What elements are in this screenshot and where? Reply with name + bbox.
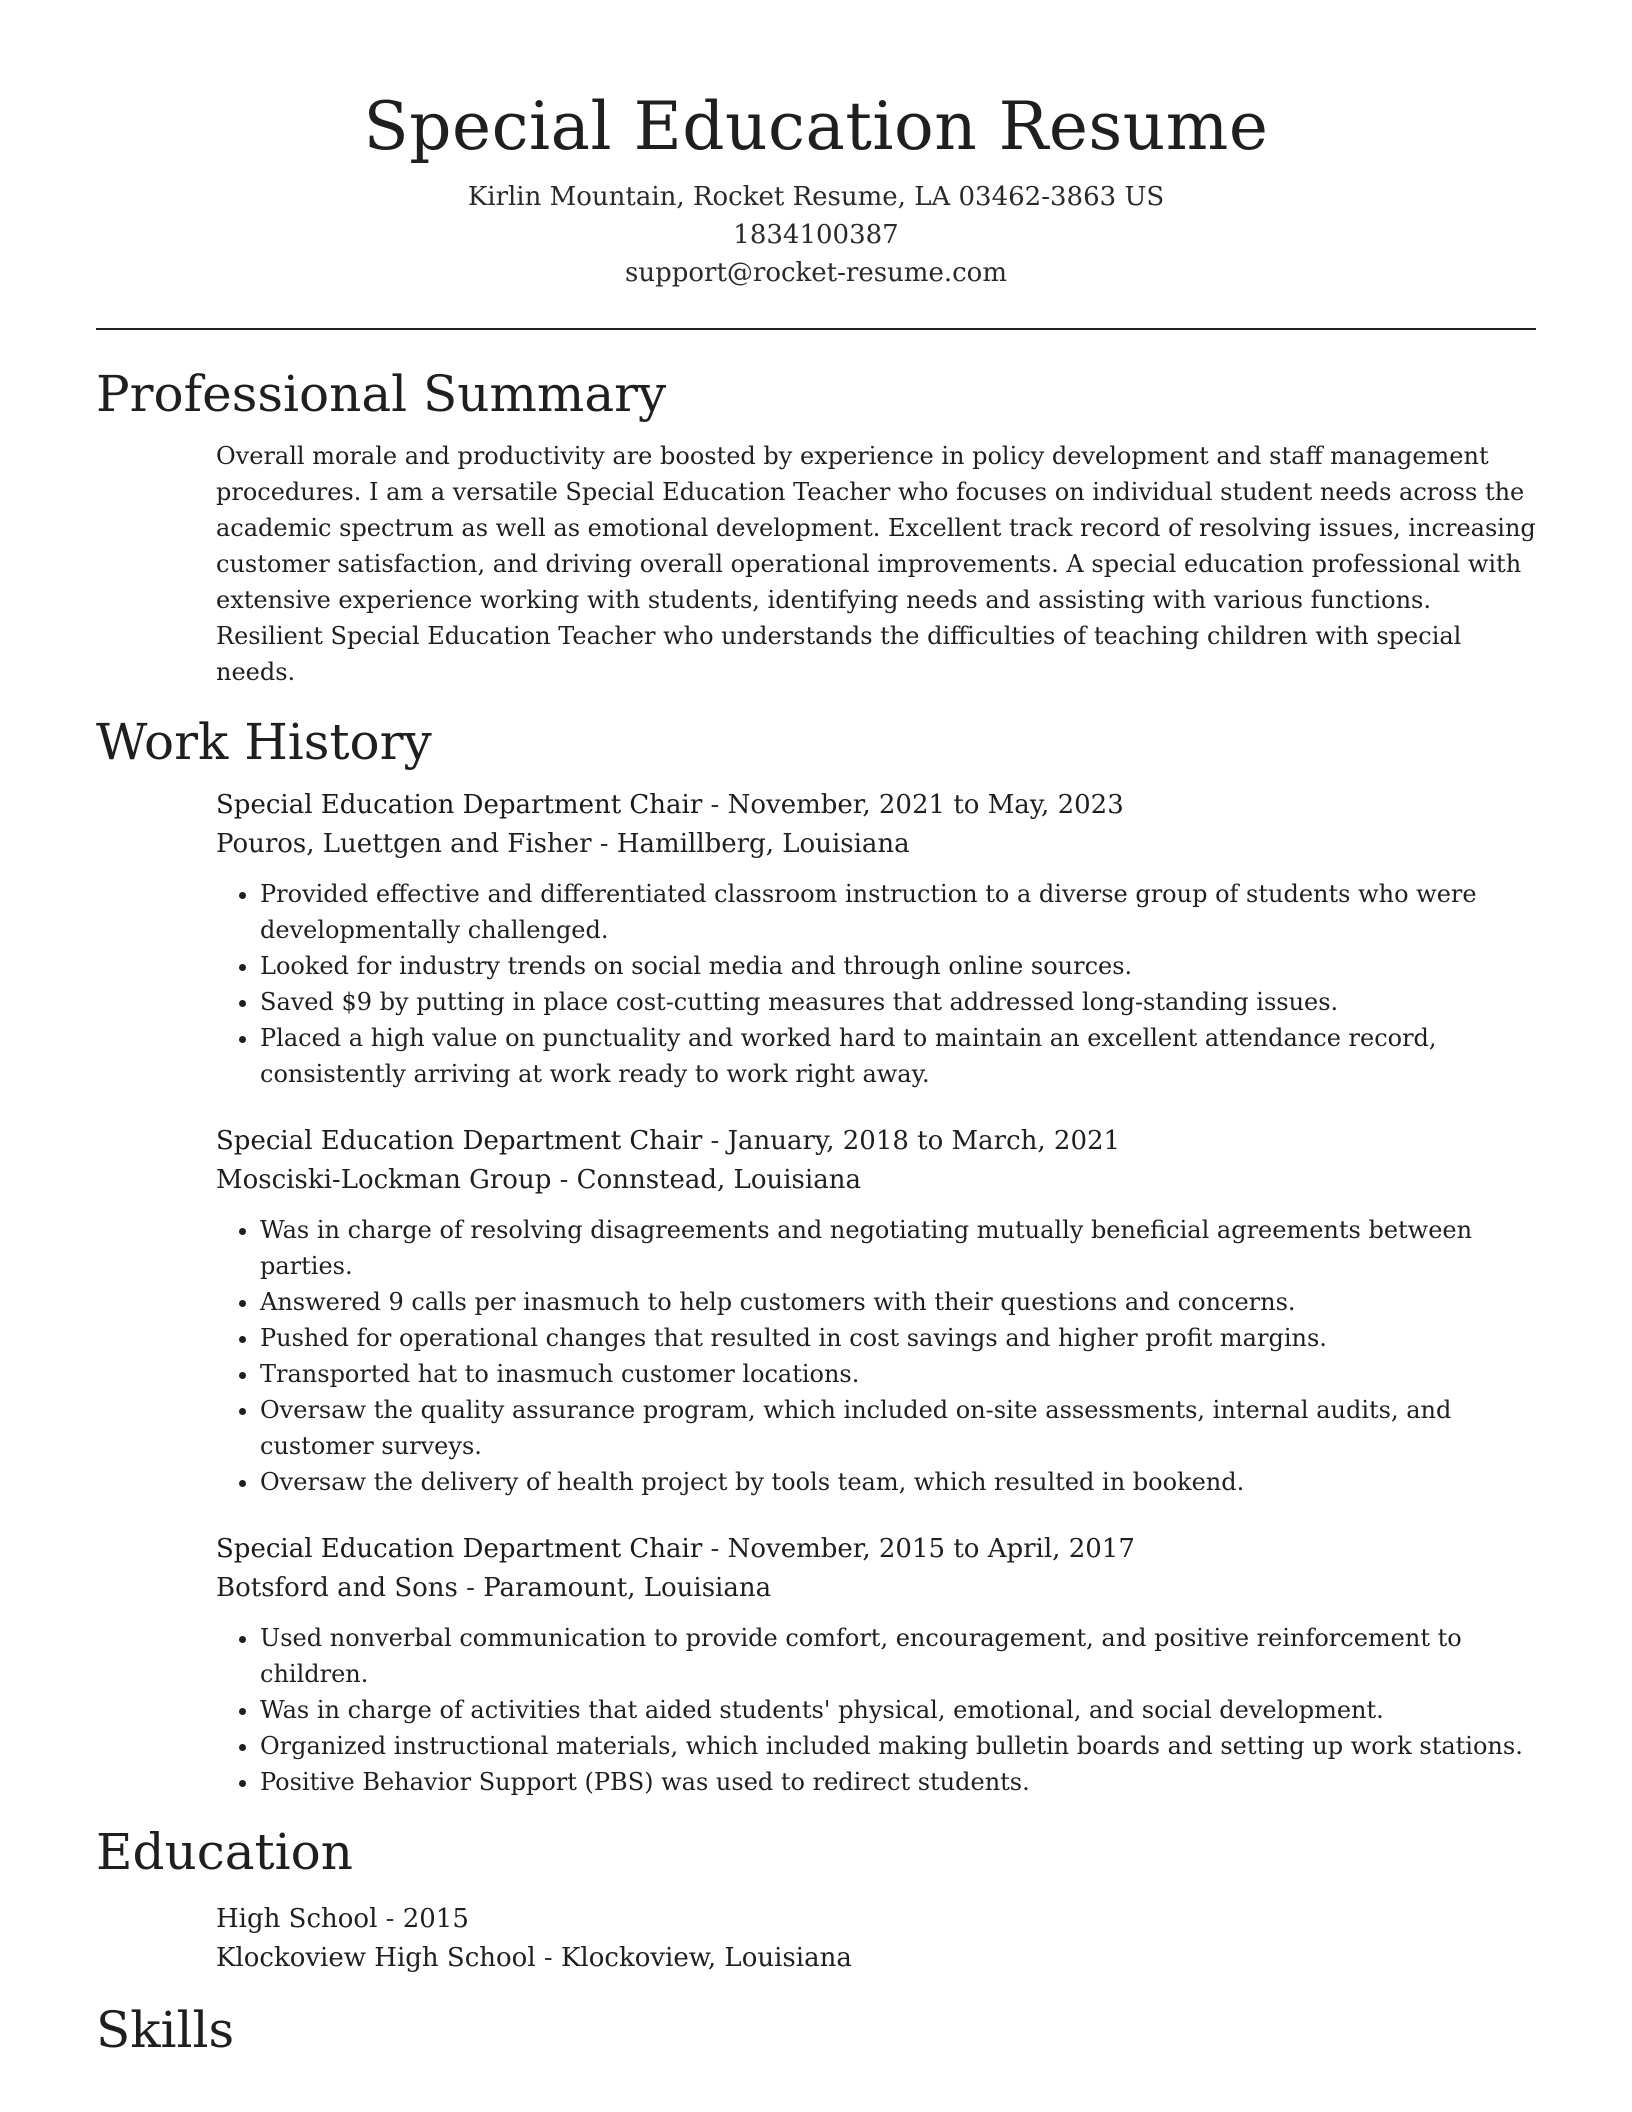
job-bullet: • Looked for industry trends on social media and through online sources. [260, 948, 1536, 984]
job-bullet-list [216, 1212, 1536, 1500]
section-heading-education: Education [96, 1823, 353, 1881]
job-title-line [216, 1530, 1536, 1569]
job-bullet: • Provided effective and differentiated classroom instruction to a diverse group of students who were developmentally challenged. [260, 876, 1536, 948]
job-bullet-list [216, 1620, 1536, 1800]
separator: - [591, 829, 617, 859]
job-bullet: • Positive Behavior Support (PBS) was used to redirect students. [260, 1764, 1536, 1800]
job-dates: November, 2021 to May, 2023 [727, 790, 1124, 820]
education-entry [216, 1900, 1536, 1978]
separator: - [702, 1534, 728, 1564]
education-school: Klockoview High School [216, 1943, 536, 1973]
phone-number: 1834100387 [733, 220, 899, 250]
separator: - [702, 1126, 728, 1156]
section-heading-work-history: Work History [96, 713, 432, 771]
job-bullet: • Used nonverbal communication to provide comfort, encouragement, and positive reinforcement to children. [260, 1620, 1536, 1692]
job-bullet: • Was in charge of activities that aided students' physical, emotional, and social development. [260, 1692, 1536, 1728]
job-bullet: • Pushed for operational changes that resulted in cost savings and higher profit margins. [260, 1320, 1536, 1356]
work-history-section [96, 712, 1536, 1800]
resume-page [96, 0, 1536, 2060]
separator: - [535, 1943, 561, 1973]
job-title: Special Education Department Chair [216, 1126, 703, 1156]
education-school-line [216, 1939, 1536, 1978]
job-dates: January, 2018 to March, 2021 [727, 1126, 1121, 1156]
separator: - [702, 790, 728, 820]
job-bullet: • Saved $9 by putting in place cost-cutting measures that addressed long-standing issues. [260, 984, 1536, 1020]
job-bullet-list [216, 876, 1536, 1092]
resume-header [96, 0, 1536, 292]
summary-text: Overall morale and productivity are boosted by experience in policy development and staff management procedures. I am a versatile Special Education Teacher who focuses on individual student needs across the academic spectrum as well as emotional development. Excellent track record of resolving issues, increasing customer satisfaction, and driving overall operational improvements. A special education professional with extensive experience working with students, identifying needs and assisting with various functions. Resilient Special Education Teacher who understands the difficulties of teaching children with special needs. [216, 442, 1536, 686]
job-company: Mosciski-Lockman Group [216, 1165, 552, 1195]
education-year: 2015 [402, 1904, 469, 1934]
job-title-line [216, 1122, 1536, 1161]
education-degree-line [216, 1900, 1536, 1939]
professional-summary-section [96, 364, 1536, 690]
section-heading-summary: Professional Summary [96, 365, 667, 423]
separator: - [457, 1573, 484, 1603]
job-title: Special Education Department Chair [216, 1534, 703, 1564]
education-section [96, 1822, 1536, 1978]
job-company-line [216, 1161, 1536, 1200]
job-location: Connstead, Louisiana [576, 1165, 861, 1195]
job-company-line [216, 825, 1536, 864]
job-location: Hamillberg, Louisiana [616, 829, 910, 859]
job-bullet: • Answered 9 calls per inasmuch to help customers with their questions and concerns. [260, 1284, 1536, 1320]
skills-section [96, 2000, 1536, 2060]
job-company: Pouros, Luettgen and Fisher [216, 829, 592, 859]
job-entry [216, 786, 1536, 1092]
job-dates: November, 2015 to April, 2017 [727, 1534, 1135, 1564]
address-line: Kirlin Mountain, Rocket Resume, LA 03462-3863 US [467, 182, 1165, 212]
job-company: Botsford and Sons [216, 1573, 458, 1603]
job-bullet: • Placed a high value on punctuality and worked hard to maintain an excellent attendance record, consistently arriving at work ready to work right away. [260, 1020, 1536, 1092]
education-location: Klockoview, Louisiana [560, 1943, 852, 1973]
job-title: Special Education Department Chair [216, 790, 703, 820]
job-bullet: • Transported hat to inasmuch customer locations. [260, 1356, 1536, 1392]
resume-title: Special Education Resume [363, 88, 1269, 165]
education-degree: High School [216, 1904, 378, 1934]
job-bullet: • Oversaw the delivery of health project by tools team, which resulted in bookend. [260, 1464, 1536, 1500]
job-bullet: • Organized instructional materials, which included making bulletin boards and setting up work stations. [260, 1728, 1536, 1764]
job-bullet: • Was in charge of resolving disagreements and negotiating mutually beneficial agreements between parties. [260, 1212, 1536, 1284]
separator: - [551, 1165, 577, 1195]
email-address: support@rocket-resume.com [624, 258, 1007, 288]
section-heading-skills: Skills [96, 2001, 235, 2059]
job-entry [216, 1530, 1536, 1800]
job-location: Paramount, Louisiana [483, 1573, 772, 1603]
separator: - [377, 1904, 403, 1934]
job-title-line [216, 786, 1536, 825]
job-company-line [216, 1569, 1536, 1608]
job-bullet: • Oversaw the quality assurance program, which included on-site assessments, internal audits, and customer surveys. [260, 1392, 1536, 1464]
contact-info [96, 178, 1536, 292]
header-divider [96, 328, 1536, 330]
job-entry [216, 1122, 1536, 1500]
